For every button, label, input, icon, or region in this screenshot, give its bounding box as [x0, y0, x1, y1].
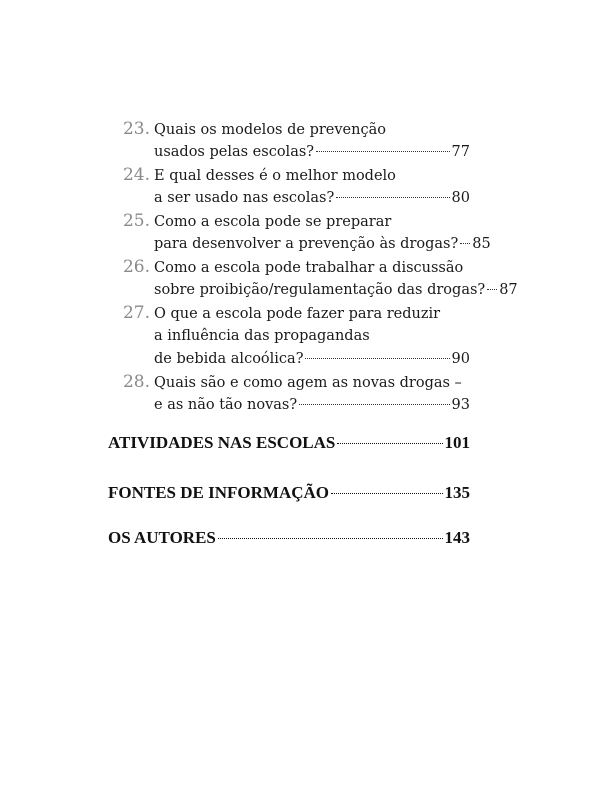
section-title: ATIVIDADES NAS ESCOLAS [108, 433, 336, 452]
toc-section-fontes[interactable] [108, 483, 470, 503]
entry-title-line: Quais os modelos de prevenção [154, 122, 386, 138]
entry-page-number: 90 [451, 351, 470, 367]
entry-title-line: de bebida alcoólica? [154, 351, 304, 367]
toc-entry-28[interactable] [108, 371, 470, 417]
entry-title-line: Quais são e como agem as novas drogas – [154, 375, 462, 391]
entry-page-number: 93 [451, 397, 470, 413]
table-of-contents [108, 118, 518, 417]
dot-leader [460, 243, 470, 244]
toc-entry-27[interactable] [108, 302, 470, 371]
section-page-number: 135 [444, 483, 470, 502]
toc-section-autores[interactable] [108, 528, 470, 548]
dot-leader [337, 443, 442, 444]
toc-entry-23[interactable] [108, 118, 470, 164]
dot-leader [299, 404, 449, 405]
toc-entry-26[interactable] [108, 256, 518, 302]
entry-number: 28. [122, 372, 150, 392]
entry-number: 27. [122, 303, 150, 323]
dot-leader [331, 493, 442, 494]
entry-title-line: O que a escola pode fazer para reduzir [154, 306, 441, 322]
section-page-number: 101 [444, 433, 470, 452]
entry-page-number: 80 [451, 190, 470, 206]
dot-leader [487, 289, 497, 290]
entry-page-number: 85 [472, 236, 491, 252]
dot-leader [336, 197, 449, 198]
entry-page-number: 77 [451, 144, 470, 160]
toc-section-atividades[interactable] [108, 433, 470, 453]
section-page-number: 143 [444, 528, 470, 547]
dot-leader [316, 151, 449, 152]
toc-entry-24[interactable] [108, 164, 470, 210]
entry-title-line: usados pelas escolas? [154, 144, 315, 160]
section-title: OS AUTORES [108, 528, 216, 547]
entry-number: 24. [122, 165, 150, 185]
entry-title-line: sobre proibição/regulamentação das drogas? [154, 282, 486, 298]
entry-title-line: E qual desses é o melhor modelo [154, 168, 396, 184]
entry-title-line: e as não tão novas? [154, 397, 298, 413]
dot-leader [305, 358, 449, 359]
entry-title-line: para desenvolver a prevenção às drogas? [154, 236, 459, 252]
entry-title-line: Como a escola pode trabalhar a discussão [154, 260, 464, 276]
toc-entry-25[interactable] [108, 210, 491, 256]
entry-number: 25. [122, 211, 150, 231]
entry-number: 23. [122, 119, 150, 139]
section-title: FONTES DE INFORMAÇÃO [108, 483, 330, 502]
entry-title-line: a influência das propagandas [154, 328, 370, 344]
entry-title-line: a ser usado nas escolas? [154, 190, 335, 206]
entry-title-line: Como a escola pode se preparar [154, 214, 392, 230]
entry-number: 26. [122, 257, 150, 277]
entry-page-number: 87 [499, 282, 518, 298]
dot-leader [218, 538, 443, 539]
